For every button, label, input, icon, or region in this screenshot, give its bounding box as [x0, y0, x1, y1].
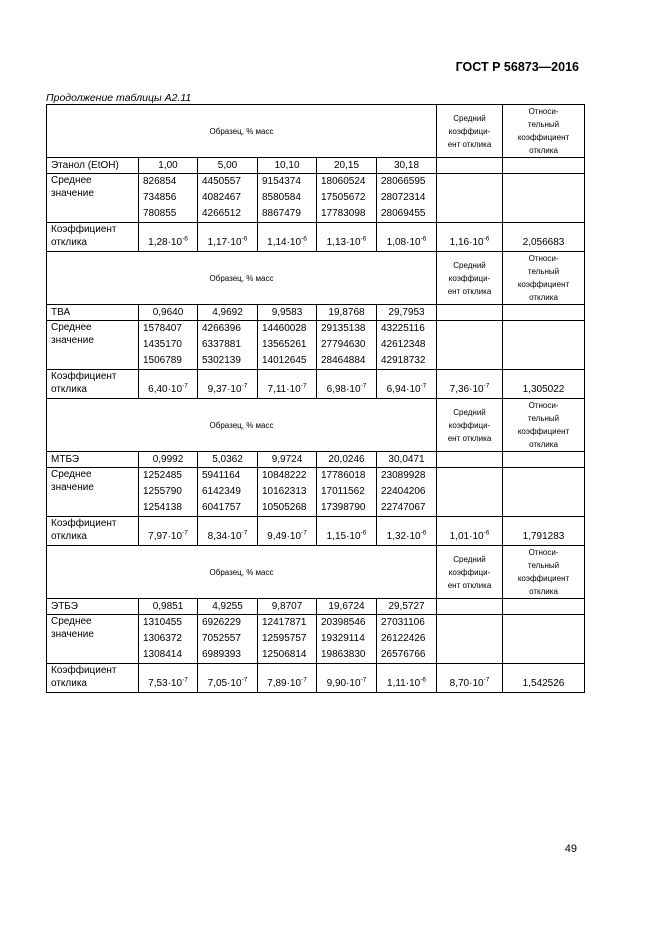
empty-cell [437, 615, 503, 664]
measurement-cell [377, 321, 437, 370]
rel-coef-header [503, 105, 585, 158]
avg-coef-header-line: коэффици- [448, 126, 491, 136]
measurement-value: 17011562 [321, 486, 365, 497]
coef-exponent: -7 [182, 676, 188, 684]
coef-exponent: -6 [182, 235, 188, 243]
avg-coef-cell [437, 664, 503, 693]
rel-coef-header-line: коэффициент [517, 574, 570, 583]
measurement-value: 9154374 [262, 176, 301, 187]
mean-label-line: значение [51, 482, 94, 493]
empty-cell [503, 158, 585, 174]
empty-cell [503, 174, 585, 223]
measurement-cell [198, 468, 258, 517]
coef-exponent: -7 [241, 529, 248, 537]
coefficient-cell [139, 223, 198, 252]
avg-coef-cell [437, 370, 503, 399]
mean-value: 17783098 [321, 208, 366, 219]
mean-label-line: значение [51, 335, 94, 346]
measurement-value: 8580584 [262, 192, 301, 203]
coef-label-line: Коэффициент [51, 371, 117, 382]
coefficient-cell [317, 223, 377, 252]
coef-label-line: отклика [51, 678, 87, 689]
coef-exponent: -7 [241, 382, 248, 390]
coef-label-line: Коэффициент [51, 518, 117, 529]
coef-exponent: -6 [241, 235, 248, 243]
measurement-value: 12595757 [262, 633, 307, 644]
concentration-cell: 29,5727 [377, 599, 437, 615]
rel-coef-header-line: Относи- [528, 401, 559, 410]
measurement-cell [139, 468, 198, 517]
measurement-cell [139, 321, 198, 370]
concentration-cell: 4,9255 [198, 599, 258, 615]
coef-mantissa: 1,16·10 [449, 237, 484, 248]
measurement-value: 19329114 [321, 633, 365, 644]
mean-label-line: Среднее [51, 175, 92, 186]
coef-mantissa: 9,90·10 [326, 678, 361, 689]
coef-exponent: -7 [301, 529, 307, 537]
measurement-cell [377, 615, 437, 664]
coef-exponent: -6 [483, 529, 490, 537]
avg-coef-header-line: Средний [453, 113, 486, 123]
coefficient-cell [317, 664, 377, 693]
rel-coef-header-line: тельный [527, 414, 560, 423]
coef-mantissa: 7,11·10 [267, 384, 301, 395]
measurement-value: 1255790 [143, 486, 182, 497]
avg-coef-header-line: Средний [453, 260, 486, 270]
coef-mantissa: 7,89·10 [267, 678, 302, 689]
rel-coef-header [503, 252, 585, 305]
coef-mantissa: 1,28·10 [148, 237, 183, 248]
measurement-value: 43225116 [381, 323, 425, 334]
measurement-cell [139, 174, 198, 223]
mean-value: 6989393 [202, 649, 241, 660]
avg-coef-header-line: коэффици- [448, 273, 491, 283]
coef-exponent: -7 [182, 529, 188, 537]
mean-label-line: значение [51, 629, 94, 640]
measurement-cell [317, 615, 377, 664]
coefficient-row [47, 664, 585, 693]
measurement-cell [317, 174, 377, 223]
coef-mantissa: 1,17·10 [207, 237, 242, 248]
coef-exponent: -6 [360, 529, 367, 537]
avg-coef-header-line: Средний [453, 407, 486, 417]
mean-value: 22747067 [381, 502, 426, 513]
measurement-value: 14460028 [262, 323, 307, 334]
mean-value: 17398790 [321, 502, 366, 513]
coefficient-cell [377, 370, 437, 399]
measurement-value: 1435170 [143, 339, 182, 350]
sample-header: Образец, % масс [47, 252, 437, 305]
mean-value: 28069455 [381, 208, 426, 219]
measurement-cell [258, 321, 317, 370]
concentration-cell: 30,0471 [377, 452, 437, 468]
coefficient-cell [258, 517, 317, 546]
avg-coef-header [437, 252, 503, 305]
rel-coef-cell: 2,056683 [503, 223, 585, 252]
empty-cell [437, 321, 503, 370]
measurement-value: 17505672 [321, 192, 366, 203]
concentration-cell: 5,0362 [198, 452, 258, 468]
table-caption: Продолжение таблицы А2.11 [46, 92, 192, 104]
measurement-row [47, 174, 585, 223]
substance-row [47, 158, 585, 174]
mean-label-line: Среднее [51, 616, 92, 627]
concentration-cell: 29,7953 [377, 305, 437, 321]
rel-coef-header-line: коэффициент [517, 427, 570, 436]
measurement-value: 28072314 [381, 192, 426, 203]
coefficient-cell [139, 664, 198, 693]
mean-label-line: Среднее [51, 322, 92, 333]
measurement-value: 12417871 [262, 617, 307, 628]
coef-exponent: -6 [301, 235, 307, 243]
measurement-value: 42612348 [381, 339, 426, 350]
empty-cell [437, 158, 503, 174]
avg-coef-cell [437, 517, 503, 546]
empty-cell [503, 321, 585, 370]
mean-label [47, 321, 139, 370]
coef-label-line: отклика [51, 384, 87, 395]
substance-name: ТВА [47, 305, 139, 321]
empty-cell [503, 599, 585, 615]
rel-coef-cell: 1,542526 [503, 664, 585, 693]
coef-label [47, 370, 139, 399]
coef-exponent: -7 [301, 676, 307, 684]
rel-coef-header-line: тельный [527, 561, 560, 570]
measurement-value: 4266396 [202, 323, 241, 334]
coef-exponent: -7 [182, 382, 188, 390]
mean-label [47, 174, 139, 223]
coefficient-cell [198, 370, 258, 399]
avg-coef-header [437, 546, 503, 599]
coef-mantissa: 1,32·10 [386, 531, 421, 542]
coef-mantissa: 1,08·10 [386, 237, 421, 248]
mean-label-line: значение [51, 188, 94, 199]
coefficient-row [47, 517, 585, 546]
coef-mantissa: 7,53·10 [148, 678, 183, 689]
empty-cell [437, 599, 503, 615]
sample-header-row [47, 399, 585, 452]
substance-row [47, 305, 585, 321]
rel-coef-header-line: тельный [527, 120, 560, 129]
avg-coef-header [437, 105, 503, 158]
measurement-value: 20398546 [321, 617, 366, 628]
measurement-row [47, 321, 585, 370]
measurement-value: 13565261 [262, 339, 307, 350]
coef-mantissa: 7,97·10 [148, 531, 183, 542]
measurement-value: 1252485 [143, 470, 182, 481]
mean-label [47, 468, 139, 517]
coef-label-line: Коэффициент [51, 224, 117, 235]
empty-cell [503, 305, 585, 321]
mean-value: 8867479 [262, 208, 301, 219]
sample-header: Образец, % масс [47, 546, 437, 599]
sample-header: Образец, % масс [47, 399, 437, 452]
coefficient-cell [198, 664, 258, 693]
coef-exponent: -6 [420, 529, 427, 537]
rel-coef-header [503, 399, 585, 452]
mean-value: 10505268 [262, 502, 307, 513]
rel-coef-cell: 1,305022 [503, 370, 585, 399]
rel-coef-header-line: тельный [527, 267, 560, 276]
concentration-cell: 19,8768 [317, 305, 377, 321]
measurement-value: 28066595 [381, 176, 426, 187]
empty-cell [503, 615, 585, 664]
coefficient-cell [258, 223, 317, 252]
response-coefficient-table [46, 104, 585, 693]
coef-mantissa: 1,14·10 [267, 237, 302, 248]
mean-value: 4266512 [202, 208, 241, 219]
measurement-value: 1578407 [143, 323, 182, 334]
measurement-value: 6926229 [202, 617, 241, 628]
coefficient-cell [317, 370, 377, 399]
substance-row [47, 599, 585, 615]
concentration-cell: 0,9640 [139, 305, 198, 321]
empty-cell [503, 452, 585, 468]
measurement-value: 29135138 [321, 323, 366, 334]
coefficient-cell [317, 517, 377, 546]
avg-coef-header-line: ент отклика [447, 286, 492, 296]
concentration-cell: 5,00 [198, 158, 258, 174]
coef-exponent: -6 [420, 235, 427, 243]
coef-label [47, 223, 139, 252]
standard-number: ГОСТ Р 56873—2016 [455, 60, 579, 74]
sample-header-row [47, 105, 585, 158]
mean-label [47, 615, 139, 664]
coefficient-row [47, 223, 585, 252]
coefficient-cell [198, 517, 258, 546]
measurement-cell [139, 615, 198, 664]
measurement-cell [198, 321, 258, 370]
measurement-value: 27794630 [321, 339, 366, 350]
coefficient-cell [198, 223, 258, 252]
empty-cell [437, 468, 503, 517]
measurement-row [47, 615, 585, 664]
concentration-cell: 10,10 [258, 158, 317, 174]
mean-value: 28464884 [321, 355, 366, 366]
measurement-value: 6337881 [202, 339, 241, 350]
mean-label-line: Среднее [51, 469, 92, 480]
avg-coef-header-line: Средний [453, 554, 486, 564]
rel-coef-header-line: отклика [529, 440, 558, 449]
coef-mantissa: 7,36·10 [449, 384, 484, 395]
coef-exponent: -6 [483, 235, 490, 243]
mean-value: 19863830 [321, 649, 366, 660]
avg-coef-header-line: ент отклика [447, 433, 492, 443]
concentration-cell: 0,9992 [139, 452, 198, 468]
coef-mantissa: 1,01·10 [449, 531, 484, 542]
concentration-cell: 9,8707 [258, 599, 317, 615]
measurement-cell [258, 615, 317, 664]
page-number: 49 [564, 843, 577, 855]
measurement-cell [198, 615, 258, 664]
substance-name: МТБЭ [47, 452, 139, 468]
measurement-value: 7052557 [202, 633, 241, 644]
substance-name: Этанол (EtOH) [47, 158, 139, 174]
sample-header: Образец, % масс [47, 105, 437, 158]
concentration-cell: 9,9724 [258, 452, 317, 468]
rel-coef-header-line: Относи- [528, 548, 559, 557]
coefficient-cell [139, 517, 198, 546]
measurement-value: 10162313 [262, 486, 307, 497]
coef-mantissa: 9,49·10 [267, 531, 302, 542]
measurement-cell [377, 468, 437, 517]
avg-coef-header-line: ент отклика [447, 139, 492, 149]
measurement-value: 27031106 [381, 617, 425, 628]
measurement-value: 6142349 [202, 486, 241, 497]
substance-name: ЭТБЭ [47, 599, 139, 615]
measurement-value: 1306372 [143, 633, 182, 644]
measurement-value: 26122426 [381, 633, 426, 644]
rel-coef-header-line: коэффициент [517, 133, 570, 142]
mean-value: 1506789 [143, 355, 182, 366]
coef-mantissa: 1,13·10 [326, 237, 361, 248]
avg-coef-header [437, 399, 503, 452]
measurement-value: 5941164 [202, 470, 241, 481]
coef-exponent: -6 [360, 235, 367, 243]
mean-value: 14012645 [262, 355, 307, 366]
measurement-cell [317, 321, 377, 370]
empty-cell [437, 174, 503, 223]
mean-value: 42918732 [381, 355, 426, 366]
coef-exponent: -6 [420, 676, 426, 684]
coefficient-cell [377, 517, 437, 546]
sample-header-row [47, 252, 585, 305]
measurement-value: 4082467 [202, 192, 241, 203]
coef-mantissa: 6,40·10 [148, 384, 183, 395]
measurement-value: 22404206 [381, 486, 426, 497]
coef-mantissa: 6,94·10 [386, 384, 421, 395]
empty-cell [437, 452, 503, 468]
measurement-value: 1310455 [143, 617, 182, 628]
coef-exponent: -7 [483, 382, 490, 390]
substance-row [47, 452, 585, 468]
rel-coef-header-line: отклика [529, 587, 558, 596]
avg-coef-cell [437, 223, 503, 252]
measurement-value: 734856 [143, 192, 177, 203]
coef-exponent: -7 [360, 676, 367, 684]
concentration-cell: 20,0246 [317, 452, 377, 468]
concentration-cell: 9,9583 [258, 305, 317, 321]
measurement-value: 10848222 [262, 470, 307, 481]
measurement-value: 4450557 [202, 176, 241, 187]
rel-coef-header-line: отклика [529, 146, 558, 155]
avg-coef-header-line: коэффици- [448, 420, 491, 430]
measurement-value: 826854 [143, 176, 177, 187]
mean-value: 6041757 [202, 502, 241, 513]
coefficient-row [47, 370, 585, 399]
measurement-cell [317, 468, 377, 517]
concentration-cell: 0,9851 [139, 599, 198, 615]
measurement-row [47, 468, 585, 517]
coef-exponent: -7 [420, 382, 427, 390]
coefficient-cell [377, 223, 437, 252]
measurement-cell [258, 468, 317, 517]
rel-coef-header-line: коэффициент [517, 280, 570, 289]
coef-exponent: -7 [483, 676, 490, 684]
avg-coef-header-line: коэффици- [448, 567, 491, 577]
rel-coef-header-line: Относи- [528, 107, 559, 116]
concentration-cell: 30,18 [377, 158, 437, 174]
concentration-cell: 20,15 [317, 158, 377, 174]
coef-mantissa: 9,37·10 [207, 384, 242, 395]
coef-mantissa: 6,98·10 [326, 384, 361, 395]
coef-label [47, 517, 139, 546]
concentration-cell: 4,9692 [198, 305, 258, 321]
coef-exponent: -7 [300, 382, 307, 390]
concentration-cell: 1,00 [139, 158, 198, 174]
measurement-value: 17786018 [321, 470, 366, 481]
coefficient-cell [377, 664, 437, 693]
rel-coef-header-line: Относи- [528, 254, 559, 263]
measurement-cell [198, 174, 258, 223]
mean-value: 5302139 [202, 355, 241, 366]
coef-label-line: отклика [51, 237, 87, 248]
coef-mantissa: 8,70·10 [449, 678, 484, 689]
rel-coef-cell: 1,791283 [503, 517, 585, 546]
coef-mantissa: 1,15·10 [326, 531, 361, 542]
rel-coef-header [503, 546, 585, 599]
mean-value: 780855 [143, 208, 177, 219]
coef-mantissa: 8,34·10 [207, 531, 242, 542]
sample-header-row [47, 546, 585, 599]
empty-cell [503, 468, 585, 517]
avg-coef-header-line: ент отклика [447, 580, 492, 590]
coef-label [47, 664, 139, 693]
coef-mantissa: 1,11·10 [387, 678, 421, 689]
concentration-cell: 19,6724 [317, 599, 377, 615]
coef-exponent: -7 [241, 676, 248, 684]
coef-label-line: Коэффициент [51, 665, 117, 676]
coef-mantissa: 7,05·10 [207, 678, 242, 689]
coefficient-cell [139, 370, 198, 399]
measurement-value: 23089928 [381, 470, 426, 481]
coef-label-line: отклика [51, 531, 87, 542]
rel-coef-header-line: отклика [529, 293, 558, 302]
mean-value: 1308414 [143, 649, 182, 660]
mean-value: 12506814 [262, 649, 307, 660]
measurement-cell [258, 174, 317, 223]
empty-cell [437, 305, 503, 321]
measurement-value: 18060524 [321, 176, 366, 187]
mean-value: 1254138 [143, 502, 182, 513]
mean-value: 26576766 [381, 649, 426, 660]
coefficient-cell [258, 664, 317, 693]
coefficient-cell [258, 370, 317, 399]
coef-exponent: -7 [360, 382, 367, 390]
measurement-cell [377, 174, 437, 223]
